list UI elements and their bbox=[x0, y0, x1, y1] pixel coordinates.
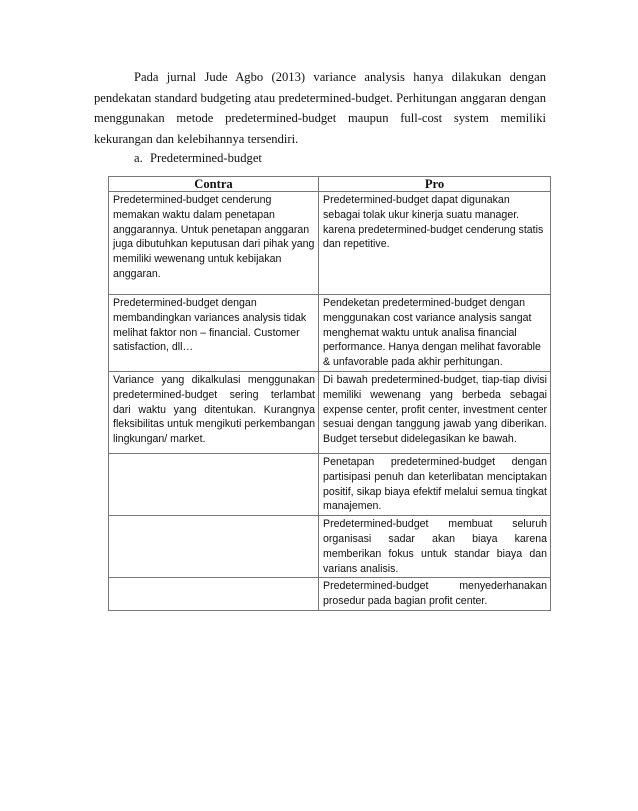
table-row bbox=[109, 192, 551, 295]
header-contra: Contra bbox=[109, 177, 319, 192]
pro-cell: Di bawah predetermined-budget, tiap-tiap divisi memiliki wewenang yang berbeda sebagai expense center, profit center, investment center sesuai dengan tanggung jawab yang diberikan. Budget tersebut didelegasikan ke bawah. bbox=[319, 371, 551, 453]
contra-cell bbox=[109, 516, 319, 578]
section-heading bbox=[134, 149, 262, 167]
pro-cell: Predetermined-budget dapat digunakan sebagai tolak ukur kinerja suatu manager. karena predetermined-budget cenderung statis dan repetitive. bbox=[319, 192, 551, 295]
pro-cell: Predetermined-budget menyederhanakan prosedur pada bagian profit center. bbox=[319, 578, 551, 611]
table-row bbox=[109, 371, 551, 453]
pro-cell: Pendeketan predetermined-budget dengan menggunakan cost variance analysis sangat menghemat waktu untuk analisa financial performance. Hanya dengan melihat favorable & unfavorable pada akhir perhitungan. bbox=[319, 295, 551, 372]
section-marker: a. bbox=[134, 151, 143, 165]
table-row bbox=[109, 295, 551, 372]
intro-paragraph: Pada jurnal Jude Agbo (2013) variance analysis hanya dilakukan dengan pendekatan standard budgeting atau predetermined-budget. Perhitungan anggaran dengan menggunakan metode predetermined-budget maupun full-cost system memiliki kekurangan dan kelebihannya tersendiri. bbox=[94, 70, 546, 146]
pro-cell: Predetermined-budget membuat seluruh organisasi sadar akan biaya karena memberikan fokus untuk standar biaya dan varians analisis. bbox=[319, 516, 551, 578]
comparison-table bbox=[108, 176, 551, 611]
contra-cell bbox=[109, 453, 319, 515]
section-title: Predetermined-budget bbox=[150, 151, 262, 165]
header-pro: Pro bbox=[319, 177, 551, 192]
contra-cell: Variance yang dikalkulasi menggunakan predetermined-budget sering terlambat dari waktu yang ditentukan. Kurangnya fleksibilitas untuk mengikuti perkembangan lingkungan/ market. bbox=[109, 371, 319, 453]
table-row bbox=[109, 453, 551, 515]
contra-cell: Predetermined-budget cenderung memakan waktu dalam penetapan anggarannya. Untuk penetapan anggaran juga dibutuhkan keputusan dari pihak yang memiliki wewenang untuk kebijakan anggaran. bbox=[109, 192, 319, 295]
pro-cell: Penetapan predetermined-budget dengan partisipasi penuh dan keterlibatan menciptakan positif, sikap biaya efektif melalui semua tingkat manajemen. bbox=[319, 453, 551, 515]
table-header-row bbox=[109, 177, 551, 192]
contra-cell bbox=[109, 578, 319, 611]
table-row bbox=[109, 516, 551, 578]
contra-cell: Predetermined-budget dengan membandingkan variances analysis tidak melihat faktor non – financial. Customer satisfaction, dll… bbox=[109, 295, 319, 372]
table-row bbox=[109, 578, 551, 611]
